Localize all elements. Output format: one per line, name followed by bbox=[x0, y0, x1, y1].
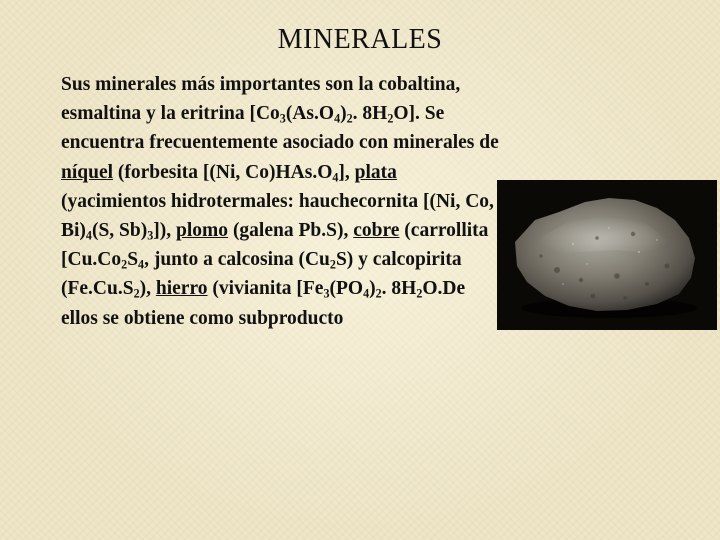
paragraph-text: ], bbox=[338, 161, 355, 183]
paragraph-text: (galena Pb.S), bbox=[228, 220, 354, 242]
paragraph-text: ) bbox=[340, 103, 347, 125]
paragraph-text: S bbox=[127, 249, 139, 271]
formula-subscript: 2 bbox=[329, 257, 336, 272]
formula-subscript: 4 bbox=[363, 286, 370, 301]
formula-subscript: 2 bbox=[133, 286, 140, 301]
formula-subscript: 4 bbox=[334, 111, 341, 126]
paragraph-text: (As.O bbox=[285, 103, 335, 125]
paragraph-text: (forbesita [(Ni, Co)HAs.O bbox=[113, 161, 333, 183]
mineral-rock-image bbox=[497, 180, 717, 330]
paragraph-text: ]), bbox=[153, 220, 177, 242]
formula-subscript: 4 bbox=[138, 257, 145, 272]
paragraph-text: ), bbox=[139, 278, 156, 300]
formula-subscript: 3 bbox=[279, 111, 286, 126]
mineral-photo bbox=[497, 180, 717, 330]
underlined-term: cobre bbox=[353, 220, 400, 242]
paragraph-text: S) y calcopirita (Fe.Cu.S bbox=[61, 249, 462, 300]
paragraph-text: (carrollita [Cu.Co bbox=[61, 220, 489, 271]
formula-subscript: 2 bbox=[416, 286, 423, 301]
paragraph-text: (PO bbox=[329, 278, 364, 300]
paragraph-text: , junto a calcosina (Cu bbox=[144, 249, 330, 271]
formula-subscript: 2 bbox=[387, 111, 394, 126]
formula-subscript: 4 bbox=[85, 228, 92, 243]
formula-subscript: 2 bbox=[346, 111, 353, 126]
formula-subscript: 4 bbox=[332, 169, 339, 184]
formula-subscript: 2 bbox=[121, 257, 128, 272]
paragraph-text: (vivianita [Fe bbox=[207, 278, 324, 300]
paragraph-text: Sus minerales más importantes son la cobaltina, esmaltina y la eritrina [Co bbox=[61, 74, 461, 125]
slide-title-text: MINERALES bbox=[277, 24, 443, 55]
formula-subscript: 2 bbox=[375, 286, 382, 301]
paragraph-text: (yacimientos hidrotermales: hauchecornita [(Ni, Co, Bi) bbox=[61, 190, 494, 242]
paragraph-text: O]. Se encuentra frecuentemente asociado con minerales de bbox=[61, 103, 499, 154]
paragraph-text: . 8H bbox=[352, 103, 388, 125]
paragraph-text: (S, Sb) bbox=[91, 220, 148, 242]
paragraph-text: O.De ellos se obtiene como subproducto bbox=[61, 278, 466, 329]
underlined-term: plomo bbox=[176, 220, 229, 242]
underlined-term: níquel bbox=[61, 161, 114, 183]
formula-subscript: 3 bbox=[323, 286, 330, 301]
formula-subscript: 3 bbox=[147, 228, 154, 243]
underlined-term: hierro bbox=[155, 278, 208, 300]
paragraph-text: . 8H bbox=[381, 278, 417, 300]
slide-title bbox=[0, 24, 720, 56]
paragraph-text: ) bbox=[369, 278, 376, 300]
underlined-term: plata bbox=[354, 161, 397, 183]
body-paragraph bbox=[61, 70, 501, 333]
